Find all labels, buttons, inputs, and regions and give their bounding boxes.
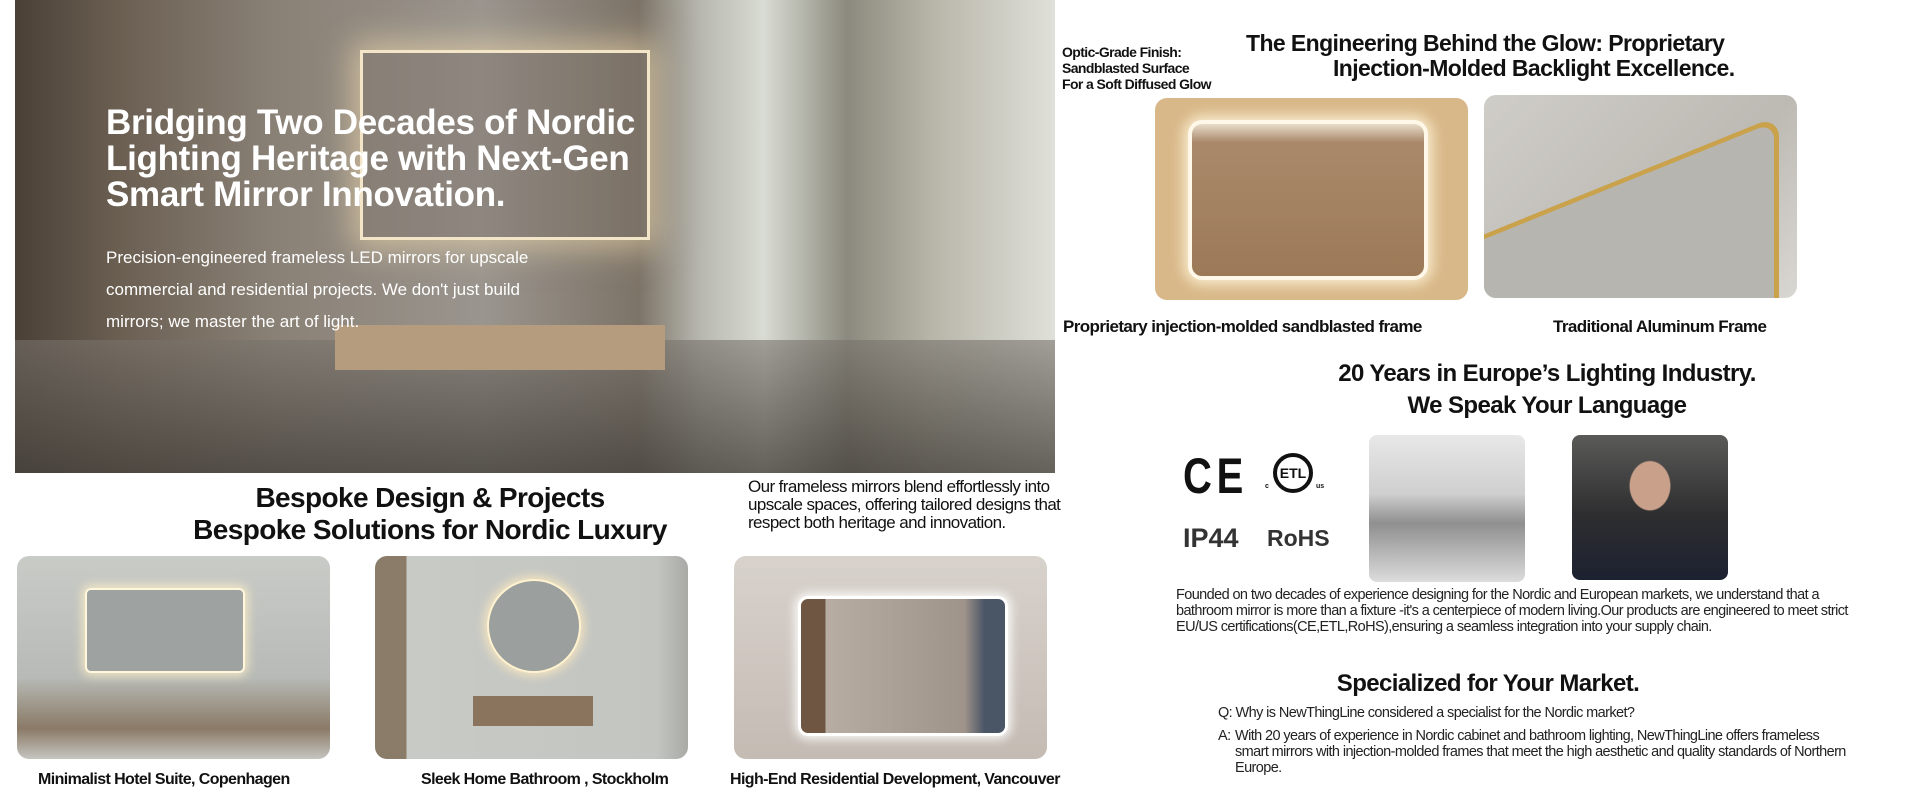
faq-answer: With 20 years of experience in Nordic cabinet and bathroom lighting, NewThingLine offers frameless smart mirrors with injection-molded frames that meet the high aesthetic and quality standards of Northern Europe. bbox=[1235, 728, 1846, 776]
etl-c: c bbox=[1265, 483, 1269, 490]
hero-title: Bridging Two Decades of Nordic Lighting Heritage with Next-Gen Smart Mirror Innovation. bbox=[106, 103, 636, 214]
heritage-title-2: We Speak Your Language bbox=[1407, 392, 1687, 419]
heritage-title-1: 20 Years in Europe’s Lighting Industry. bbox=[1338, 360, 1756, 387]
etl-us: us bbox=[1316, 483, 1325, 490]
factory-image bbox=[1369, 435, 1525, 582]
optic-grade-note bbox=[1062, 44, 1211, 92]
hero-subtitle: Precision-engineered frameless LED mirrors for upscale commercial and residential projects. We don't just build mirrors; we master the art of light. bbox=[106, 248, 529, 331]
project-image-copenhagen bbox=[17, 556, 330, 759]
project-caption: Sleek Home Bathroom , Stockholm bbox=[421, 771, 669, 788]
caption-aluminum: Traditional Aluminum Frame bbox=[1553, 317, 1767, 336]
faq-answer-prefix: A: bbox=[1218, 728, 1231, 744]
rohs-label: RoHS bbox=[1267, 525, 1330, 551]
projects-title-1: Bespoke Design & Projects bbox=[255, 482, 605, 513]
project-image-vancouver bbox=[734, 556, 1047, 759]
ce-mark-icon: CE bbox=[1183, 448, 1249, 504]
note-line: Sandblasted Surface bbox=[1062, 60, 1190, 76]
engineering-title-2: Injection-Molded Backlight Excellence. bbox=[1333, 55, 1735, 81]
engineering-title-1: The Engineering Behind the Glow: Proprietary bbox=[1246, 30, 1725, 56]
projects-title-2: Bespoke Solutions for Nordic Luxury bbox=[193, 514, 667, 545]
etl-mark-icon bbox=[1273, 453, 1313, 493]
faq-title: Specialized for Your Market. bbox=[1336, 670, 1640, 697]
aluminum-frame-image bbox=[1484, 95, 1797, 298]
ip44-label: IP44 bbox=[1183, 523, 1239, 553]
etl-label: ETL bbox=[1279, 465, 1307, 481]
injection-molded-mirror-image bbox=[1155, 98, 1468, 300]
projects-blurb: Our frameless mirrors blend effortlessly into upscale spaces, offering tailored designs that respect both heritage and innovation. bbox=[748, 477, 1061, 532]
caption-injection-molded: Proprietary injection-molded sandblasted frame bbox=[1063, 317, 1422, 336]
spokesperson-photo bbox=[1572, 435, 1728, 580]
note-line: Optic-Grade Finish: bbox=[1062, 44, 1182, 60]
heritage-paragraph: Founded on two decades of experience designing for the Nordic and European markets, we understand that a bathroom mirror is more than a fixture -it's a centerpiece of modern living.Our products are engineered to meet strict EU/US certifications(CE,ETL,RoHS),ensuring a seamless integration into your supply chain. bbox=[1176, 587, 1848, 635]
hero-banner bbox=[15, 0, 1055, 473]
project-caption: Minimalist Hotel Suite, Copenhagen bbox=[38, 771, 290, 788]
project-image-stockholm bbox=[375, 556, 688, 759]
project-caption: High-End Residential Development, Vancouver bbox=[730, 771, 1060, 788]
note-line: For a Soft Diffused Glow bbox=[1062, 76, 1211, 92]
faq-question: Q: Why is NewThingLine considered a specialist for the Nordic market? bbox=[1218, 705, 1635, 721]
